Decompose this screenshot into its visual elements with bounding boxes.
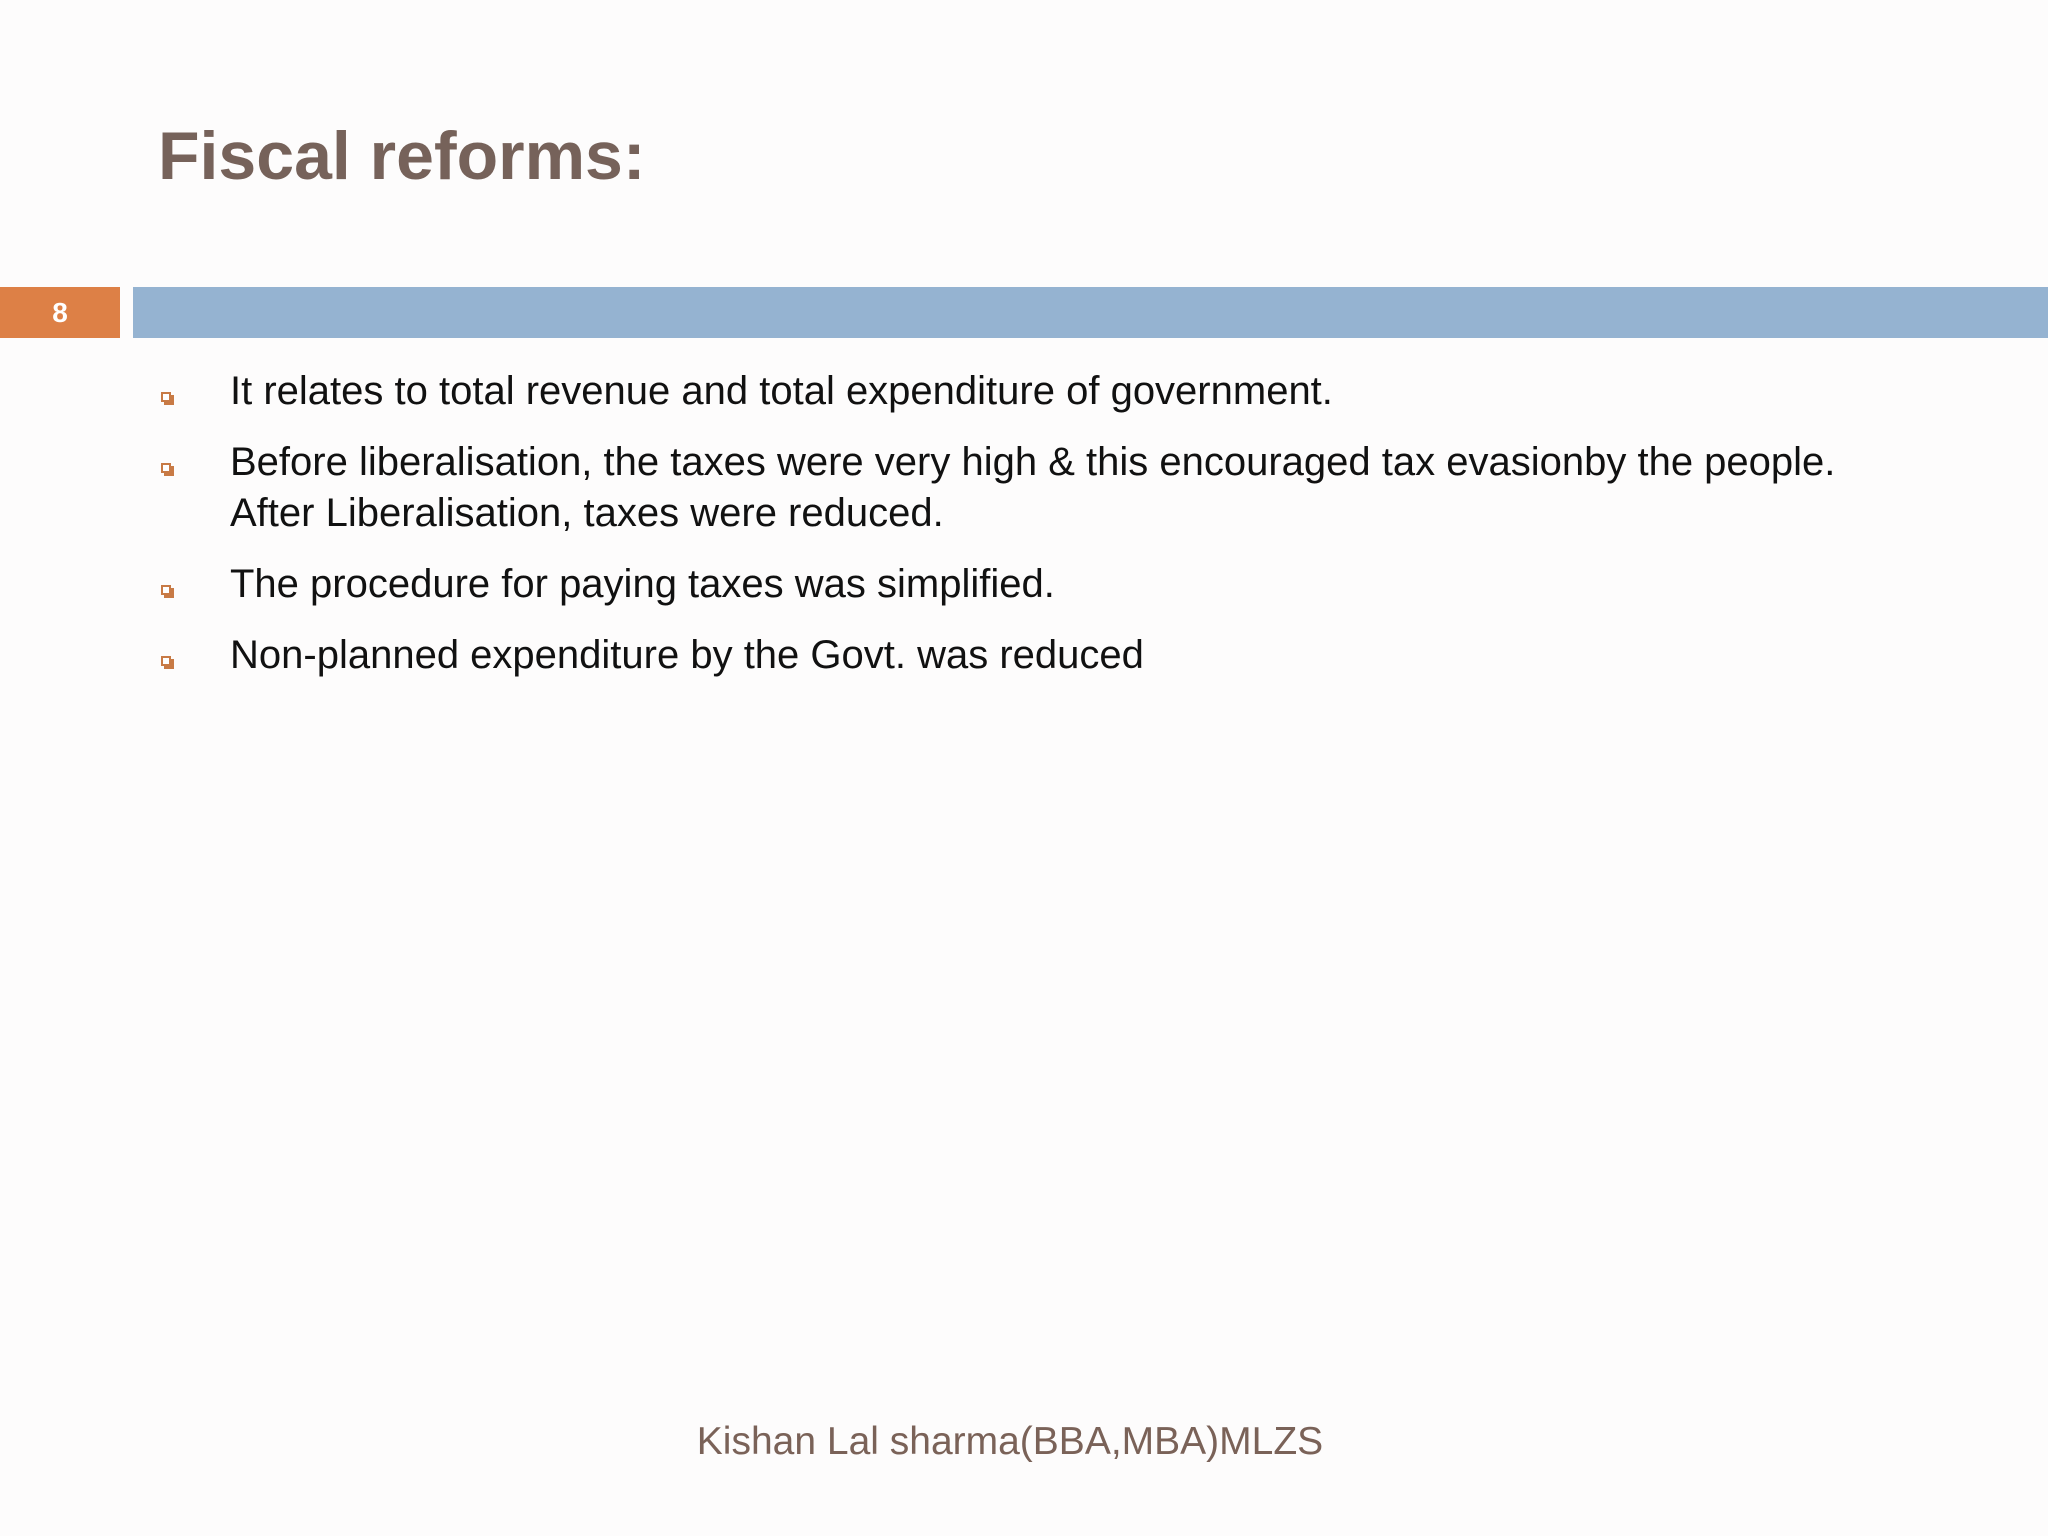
bullet-text: The procedure for paying taxes was simplified. xyxy=(230,562,1055,606)
bullet-item xyxy=(0,437,2048,539)
bullet-text: Non-planned expenditure by the Govt. was reduced xyxy=(230,633,1144,677)
square-bullet-icon xyxy=(161,585,171,595)
bullet-list xyxy=(0,366,2048,701)
footer-author: Kishan Lal sharma(BBA,MBA)MLZS xyxy=(696,1420,1324,1463)
square-bullet-icon xyxy=(161,463,171,473)
bullet-text: Before liberalisation, the taxes were very high & this encouraged tax evasionby the people. After Liberalisation, taxes were reduced. xyxy=(230,440,1836,535)
slide-number: 8 xyxy=(0,287,120,338)
bullet-item xyxy=(0,559,2048,610)
bullet-text: It relates to total revenue and total expenditure of government. xyxy=(230,369,1333,413)
header-bar xyxy=(133,287,2048,338)
bullet-item xyxy=(0,630,2048,681)
bullet-item xyxy=(0,366,2048,417)
square-bullet-icon xyxy=(161,656,171,666)
square-bullet-icon xyxy=(161,392,171,402)
slide-title: Fiscal reforms: xyxy=(158,118,646,194)
